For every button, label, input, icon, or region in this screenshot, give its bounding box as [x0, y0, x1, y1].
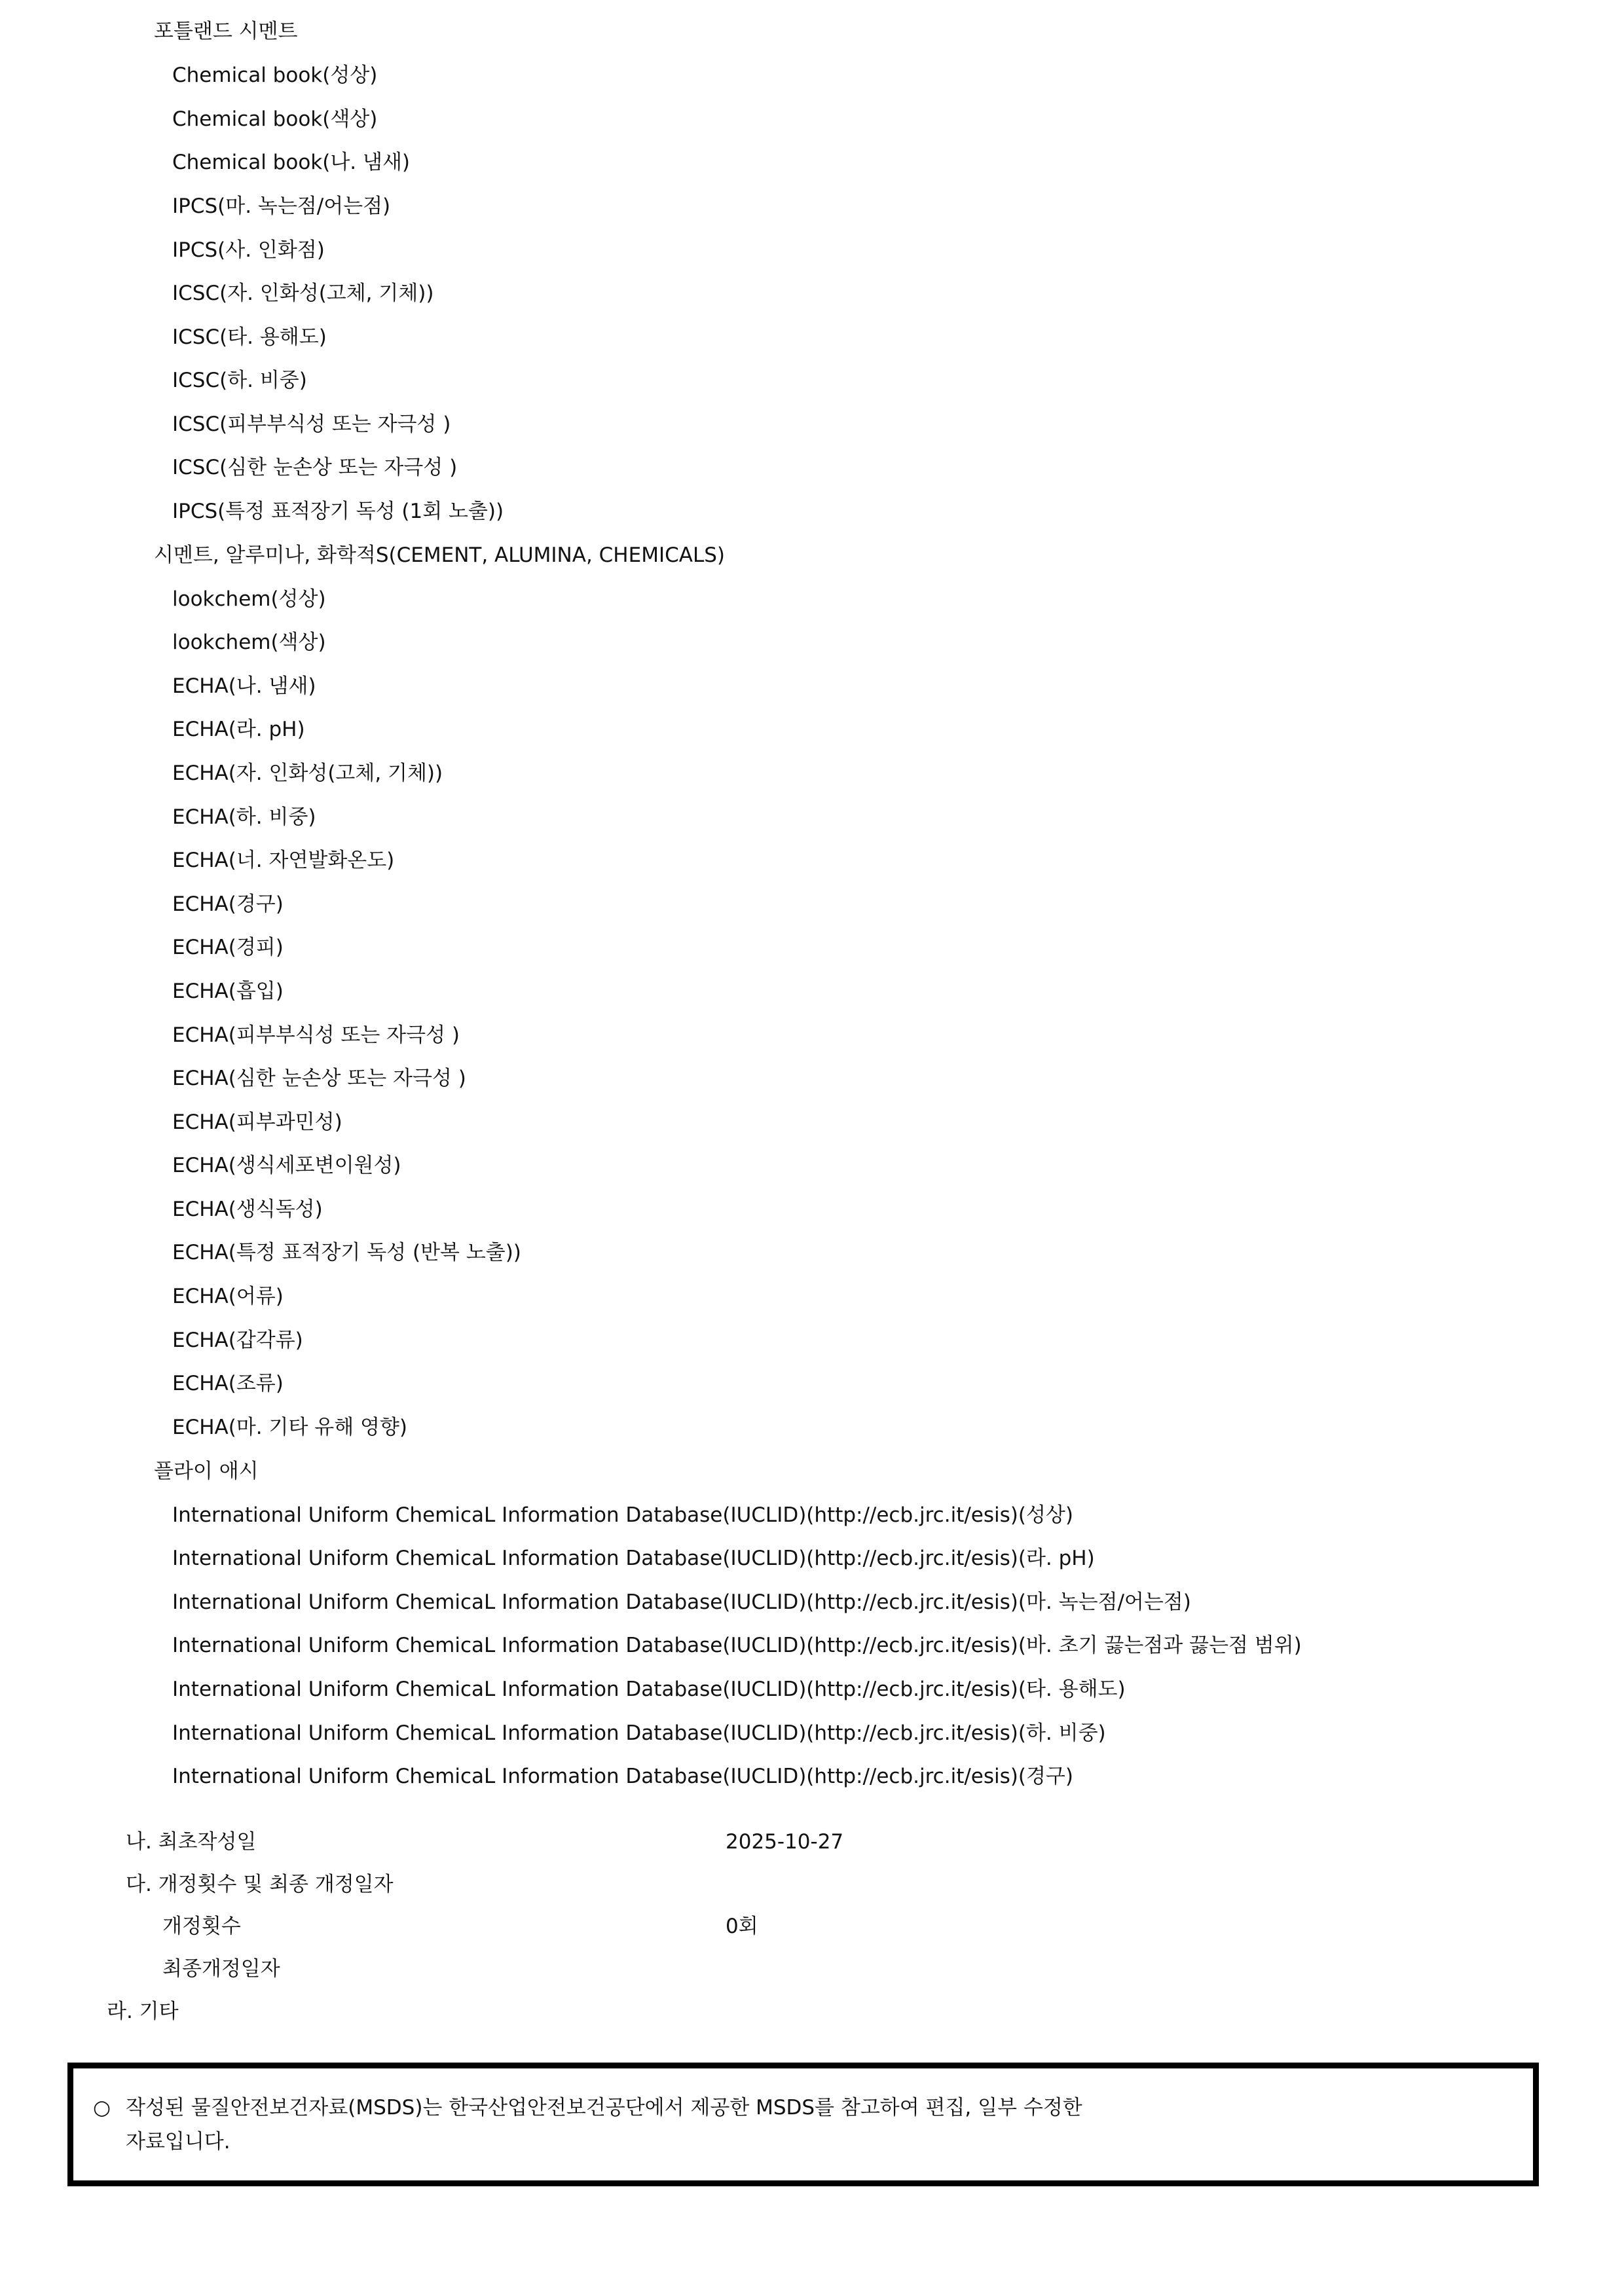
source-item: Chemical book(색상)	[172, 107, 378, 131]
source-item: International Uniform ChemicaL Information Database(IUCLID)(http://ecb.jrc.it/esis)(마. 녹는점/어는점)	[172, 1590, 1191, 1614]
source-group-title: 시멘트, 알루미나, 화학적S(CEMENT, ALUMINA, CHEMICALS)	[154, 543, 725, 567]
source-item: ECHA(너. 자연발화온도)	[172, 849, 395, 872]
revision-count-label: 개정횟수	[162, 1915, 241, 1938]
source-item: ECHA(마. 기타 유해 영향)	[172, 1416, 407, 1439]
source-item: ECHA(하. 비중)	[172, 805, 316, 829]
source-item: International Uniform ChemicaL Information Database(IUCLID)(http://ecb.jrc.it/esis)(하. 비중)	[172, 1721, 1106, 1745]
source-item: International Uniform ChemicaL Information Database(IUCLID)(http://ecb.jrc.it/esis)(라. pH)	[172, 1547, 1095, 1570]
source-item: ECHA(갑각류)	[172, 1329, 303, 1352]
creation-date-value: 2025-10-27	[726, 1830, 844, 1854]
source-item: ECHA(피부과민성)	[172, 1111, 342, 1134]
notice-line-1	[93, 2093, 1082, 2122]
source-item: ICSC(피부부식성 또는 자극성 )	[172, 413, 451, 436]
source-item: IPCS(특정 표적장기 독성 (1회 노출))	[172, 500, 504, 523]
source-item: Chemical book(나. 냄새)	[172, 151, 410, 174]
source-item: IPCS(사. 인화점)	[172, 238, 325, 262]
source-item: ECHA(피부부식성 또는 자극성 )	[172, 1023, 460, 1047]
source-item: Chemical book(성상)	[172, 64, 378, 87]
source-item: ECHA(심한 눈손상 또는 자극성 )	[172, 1067, 466, 1090]
source-item: ECHA(생식세포변이원성)	[172, 1154, 401, 1177]
source-item: ICSC(하. 비중)	[172, 369, 307, 392]
revision-count-value: 0회	[726, 1915, 758, 1938]
creation-date-label: 나. 최초작성일	[126, 1830, 257, 1854]
source-item: ECHA(조류)	[172, 1372, 284, 1395]
source-item: ECHA(라. pH)	[172, 718, 305, 741]
source-group-title: 플라이 애시	[154, 1460, 259, 1483]
source-item: ECHA(특정 표적장기 독성 (반복 노출))	[172, 1241, 521, 1264]
source-item: ICSC(심한 눈손상 또는 자극성 )	[172, 456, 458, 479]
source-item: International Uniform ChemicaL Information Database(IUCLID)(http://ecb.jrc.it/esis)(경구)	[172, 1765, 1073, 1788]
notice-text-2: 자료입니다.	[126, 2130, 231, 2154]
source-item: lookchem(색상)	[172, 631, 326, 654]
notice-text-1: 작성된 물질안전보건자료(MSDS)는 한국산업안전보건공단에서 제공한 MSDS를 참고하여 편집, 일부 수정한	[126, 2096, 1082, 2120]
source-group-title: 포틀랜드 시멘트	[154, 20, 298, 43]
source-item: ECHA(어류)	[172, 1285, 284, 1308]
notice-box	[67, 2063, 1539, 2186]
source-item: ECHA(경피)	[172, 936, 284, 959]
source-item: ECHA(흡입)	[172, 980, 284, 1003]
source-item: ECHA(생식독성)	[172, 1198, 323, 1221]
source-item: ICSC(자. 인화성(고체, 기체))	[172, 282, 434, 305]
last-revision-label: 최종개정일자	[162, 1957, 280, 1981]
other-section-label: 라. 기타	[107, 2000, 179, 2023]
source-item: International Uniform ChemicaL Information Database(IUCLID)(http://ecb.jrc.it/esis)(성상)	[172, 1503, 1073, 1527]
source-item: ECHA(경구)	[172, 892, 284, 916]
source-item: International Uniform ChemicaL Information Database(IUCLID)(http://ecb.jrc.it/esis)(타. 용해도)	[172, 1678, 1126, 1701]
circle-bullet-icon: ○	[93, 2096, 111, 2120]
source-item: ICSC(타. 용해도)	[172, 325, 327, 349]
source-item: lookchem(성상)	[172, 587, 326, 611]
source-item: IPCS(마. 녹는점/어는점)	[172, 194, 391, 218]
revision-section-label: 다. 개정횟수 및 최종 개정일자	[126, 1873, 394, 1896]
source-item: International Uniform ChemicaL Information Database(IUCLID)(http://ecb.jrc.it/esis)(바. 초기 끓는점과 끓는점 범위)	[172, 1634, 1302, 1657]
source-item: ECHA(나. 냄새)	[172, 674, 316, 698]
source-item: ECHA(자. 인화성(고체, 기체))	[172, 762, 443, 785]
